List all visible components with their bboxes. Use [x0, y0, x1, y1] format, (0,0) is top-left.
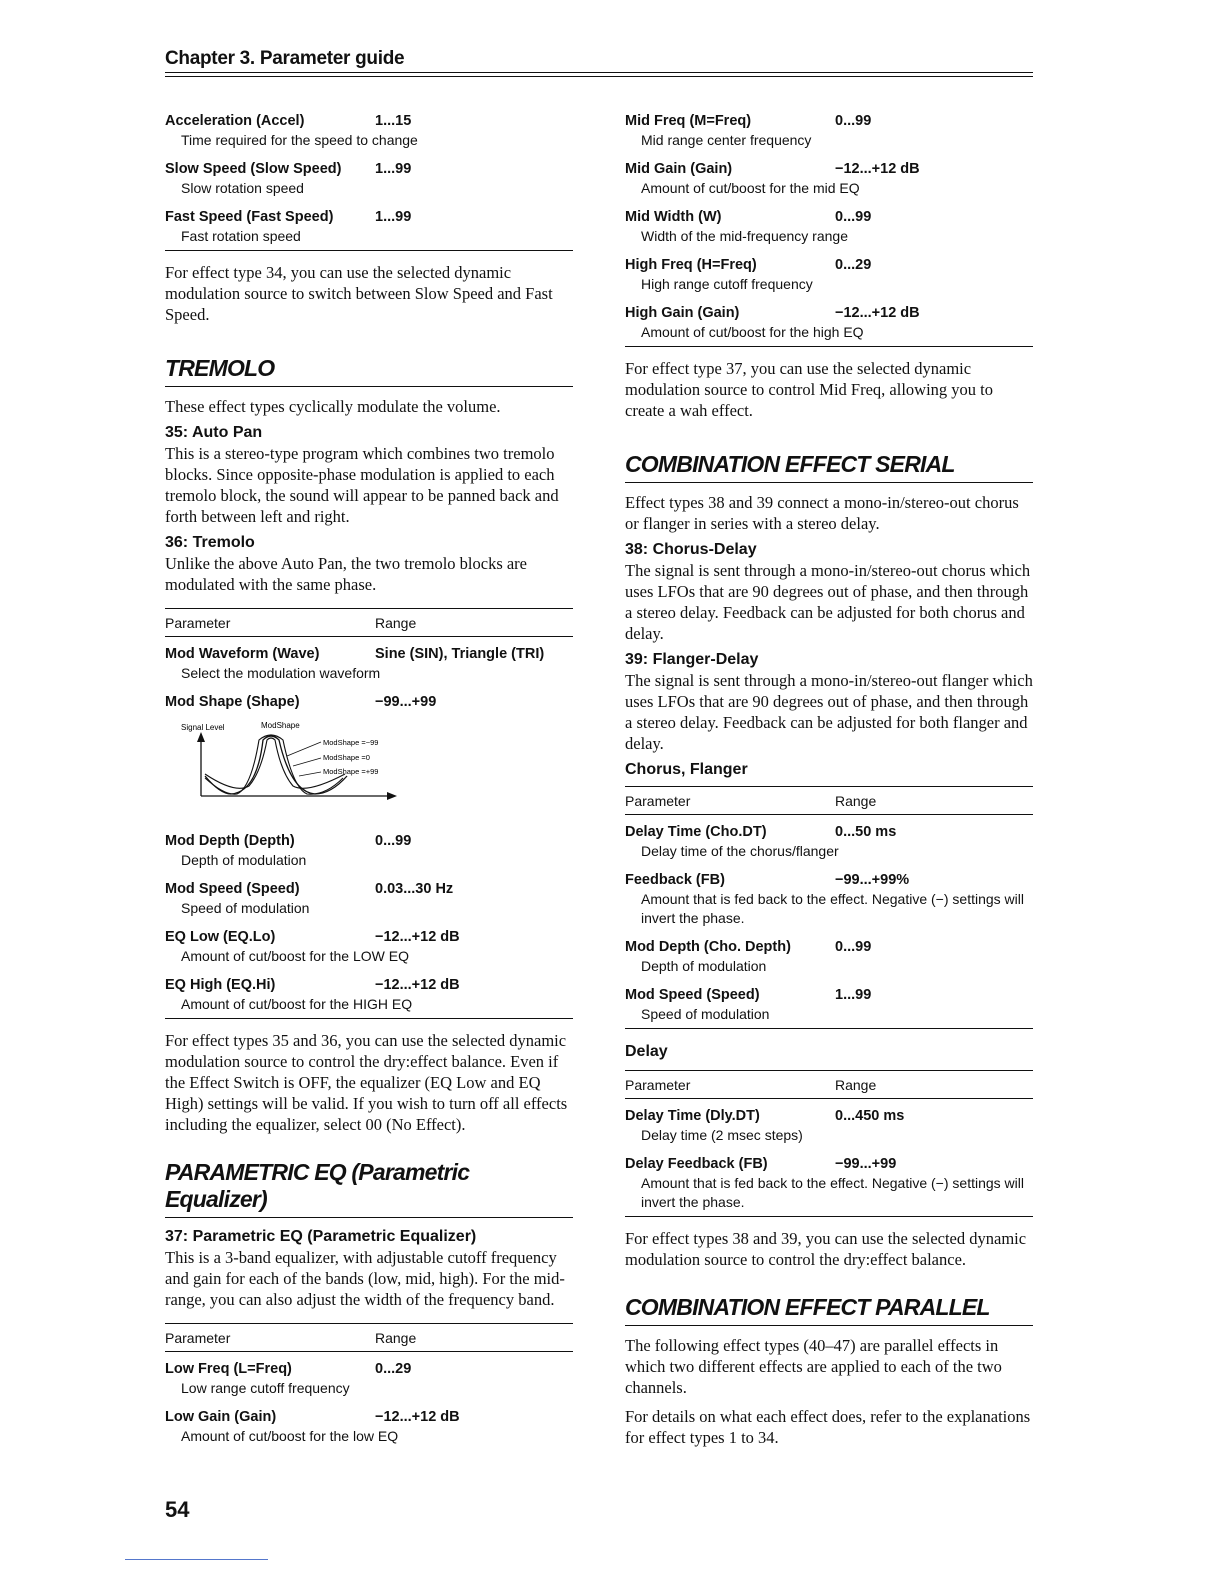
left-column [165, 112, 573, 1456]
param-name: Feedback (FB) [625, 872, 725, 888]
parallel-text-2: For details on what each effect does, refer to the explanations for effect types 1 to 34. [625, 1407, 1031, 1447]
table-header [165, 608, 573, 637]
param-range: −12...+12 dB [375, 977, 460, 993]
tremolo-params-b [165, 832, 573, 1014]
param-range: −99...+99 [375, 694, 437, 710]
param-item [625, 823, 1033, 861]
col-header-parameter: Parameter [625, 793, 691, 809]
param-desc: Speed of modulation [181, 900, 310, 916]
param-range: −12...+12 dB [375, 929, 460, 945]
table-end-rule [625, 346, 1033, 347]
param-range: 0.03...30 Hz [375, 881, 454, 897]
param-range: 0...99 [835, 209, 872, 225]
modshape-label: ModShape [261, 721, 300, 730]
param-range: 0...50 ms [835, 824, 897, 840]
param-item [625, 304, 1033, 342]
param-name: Mid Width (W) [625, 209, 722, 225]
col-header-range: Range [835, 793, 877, 809]
param-desc: Amount of cut/boost for the mid EQ [641, 180, 860, 196]
param-item [165, 208, 573, 246]
param-item [625, 112, 1033, 150]
modshape-figure [165, 716, 405, 826]
chapter-title: Chapter 3. Parameter guide [165, 48, 405, 69]
param-range: 1...15 [375, 113, 412, 129]
tremolo-text: Unlike the above Auto Pan, the two tremolo blocks are modulated with the same phase. [165, 554, 528, 594]
table-end-rule [165, 1018, 573, 1019]
param-item [625, 208, 1033, 246]
param-range: 1...99 [835, 987, 872, 1003]
leader-zero [293, 758, 321, 766]
y-axis-arrow [197, 732, 205, 742]
footer-rule [125, 1559, 268, 1560]
param-item [625, 986, 1033, 1024]
signal-level-label: Signal Level [181, 723, 225, 732]
col-header-parameter: Parameter [625, 1077, 691, 1093]
param-name: Acceleration (Accel) [165, 113, 305, 129]
param-item [165, 832, 573, 870]
chorus-delay-text: The signal is sent through a mono-in/stereo-out chorus which uses LFOs that are 90 degrees out of phase, and then through a stereo delay. Feedback can be adjusted for both chorus and delay. [625, 561, 1031, 643]
param-item [165, 645, 573, 683]
param-item [165, 880, 573, 918]
table-end-rule [625, 1216, 1033, 1217]
param-range: −12...+12 dB [835, 305, 920, 321]
param-desc: Amount that is fed back to the effect. Negative (−) settings will invert the phase. [641, 891, 1024, 926]
modshape-diagram [165, 716, 573, 826]
param-range: 0...99 [835, 113, 872, 129]
param-desc: High range cutoff frequency [641, 276, 813, 292]
param-desc: Depth of modulation [641, 958, 767, 974]
page-number: 54 [165, 1497, 190, 1522]
leader-neg [287, 742, 321, 756]
param-name: High Gain (Gain) [625, 305, 740, 321]
param-range: 1...99 [375, 209, 412, 225]
section-heading-parallel: COMBINATION EFFECT PARALLEL [625, 1294, 1033, 1326]
param-name: Mod Waveform (Wave) [165, 646, 320, 662]
param-range: Sine (SIN), Triangle (TRI) [375, 646, 545, 662]
col-header-range: Range [375, 615, 417, 631]
subheading-auto-pan: 35: Auto Pan [165, 424, 263, 441]
param-desc: Slow rotation speed [181, 180, 304, 196]
subheading-parametric-eq: 37: Parametric EQ (Parametric Equalizer) [165, 1228, 477, 1245]
param-item [625, 938, 1033, 976]
modshape-neg-label: ModShape =−99 [323, 738, 379, 747]
modshape-pos-label: ModShape =+99 [323, 767, 379, 776]
param-range: 0...29 [835, 257, 872, 273]
col-header-range: Range [375, 1330, 417, 1346]
serial-note: For effect types 38 and 39, you can use the selected dynamic modulation source to control the dry:effect balance. [625, 1229, 1027, 1269]
param-range: −99...+99% [835, 872, 910, 888]
serial-intro: Effect types 38 and 39 connect a mono-in/stereo-out chorus or flanger in series with a stereo delay. [625, 493, 1019, 533]
param-item [625, 256, 1033, 294]
x-axis-arrow [387, 792, 397, 800]
col-header-parameter: Parameter [165, 1330, 231, 1346]
param-range: 0...99 [375, 833, 412, 849]
param-name: Low Freq (L=Freq) [165, 1361, 292, 1377]
param-range: 0...99 [835, 939, 872, 955]
param-desc: Amount of cut/boost for the high EQ [641, 324, 864, 340]
flanger-delay-text: The signal is sent through a mono-in/stereo-out flanger which uses LFOs that are 90 degrees out of phase, and then through a stereo delay. Feedback can be adjusted for both flanger and delay. [625, 671, 1033, 753]
param-name: Mod Shape (Shape) [165, 694, 300, 710]
col-header-parameter: Parameter [165, 615, 231, 631]
subheading-flanger-delay: 39: Flanger-Delay [625, 651, 759, 668]
param-range: −12...+12 dB [375, 1409, 460, 1425]
parametric-eq-text: This is a 3-band equalizer, with adjustable cutoff frequency and gain for each of the bands (low, mid, high). For the mid-range, you can also adjust the width of the frequency band. [165, 1248, 565, 1309]
param-name: Fast Speed (Fast Speed) [165, 209, 334, 225]
table-header [165, 1323, 573, 1352]
param-desc: Delay time of the chorus/flanger [641, 843, 839, 859]
param-name: Mod Speed (Speed) [165, 881, 300, 897]
param-name: Slow Speed (Slow Speed) [165, 161, 342, 177]
param-item [625, 871, 1033, 928]
peq-params [625, 112, 1033, 342]
param-desc: Speed of modulation [641, 1006, 770, 1022]
section-heading-serial: COMBINATION EFFECT SERIAL [625, 451, 1033, 483]
param-name: Mod Depth (Depth) [165, 833, 295, 849]
param-range: −12...+12 dB [835, 161, 920, 177]
auto-pan-text: This is a stereo-type program which combines two tremolo blocks. Since opposite-phase modulation is applied to each tremolo block, the sound will appear to be panned back and forth between left and right. [165, 444, 559, 526]
param-name: Mid Freq (M=Freq) [625, 113, 752, 129]
param-name: EQ Low (EQ.Lo) [165, 929, 276, 945]
section-heading-tremolo: TREMOLO [165, 355, 573, 387]
table-end-rule [165, 250, 573, 251]
param-range: −99...+99 [835, 1156, 897, 1172]
subheading-tremolo: 36: Tremolo [165, 534, 255, 551]
leader-pos [299, 772, 321, 776]
header-rule [165, 72, 1033, 73]
param-desc: Low range cutoff frequency [181, 1380, 350, 1396]
param-name: EQ High (EQ.Hi) [165, 977, 276, 993]
param-name: Delay Time (Cho.DT) [625, 824, 767, 840]
param-name: Mid Gain (Gain) [625, 161, 733, 177]
table-header [625, 786, 1033, 815]
rotary-note: For effect type 34, you can use the selected dynamic modulation source to switch between Slow Speed and Fast Speed. [165, 263, 553, 324]
parallel-text-1: The following effect types (40–47) are parallel effects in which two different effects are applied to each of the two channels. [625, 1336, 1002, 1397]
param-item [165, 160, 573, 198]
param-range: 0...450 ms [835, 1108, 905, 1124]
param-name: Delay Time (Dly.DT) [625, 1108, 760, 1124]
subheading-chorus-delay: 38: Chorus-Delay [625, 541, 757, 558]
subheading-delay: Delay [625, 1043, 668, 1060]
param-item [165, 693, 573, 712]
param-item [625, 1155, 1033, 1212]
param-desc: Amount of cut/boost for the low EQ [181, 1428, 399, 1444]
tremolo-intro: These effect types cyclically modulate the volume. [165, 397, 501, 416]
param-desc: Mid range center frequency [641, 132, 812, 148]
right-column [625, 112, 1033, 1448]
param-range: 0...29 [375, 1361, 412, 1377]
param-item [625, 160, 1033, 198]
param-desc: Fast rotation speed [181, 228, 301, 244]
section-heading-parametric-eq: PARAMETRIC EQ (Parametric Equalizer) [165, 1159, 573, 1218]
table-header [625, 1070, 1033, 1099]
param-desc: Depth of modulation [181, 852, 307, 868]
header-rule-thin [165, 76, 1033, 77]
param-item [165, 928, 573, 966]
peq-note: For effect type 37, you can use the selected dynamic modulation source to control Mid Freq, allowing you to create a wah effect. [625, 359, 993, 420]
param-range: 1...99 [375, 161, 412, 177]
param-item [625, 1107, 1033, 1145]
col-header-range: Range [835, 1077, 877, 1093]
param-name: High Freq (H=Freq) [625, 257, 757, 273]
param-desc: Select the modulation waveform [181, 665, 381, 681]
param-item [165, 1360, 573, 1398]
param-item [165, 112, 573, 150]
param-desc: Delay time (2 msec steps) [641, 1127, 803, 1143]
rotary-params [165, 112, 573, 246]
tremolo-note: For effect types 35 and 36, you can use the selected dynamic modulation source to control the dry:effect balance. Even if the Effect Switch is OFF, the equalizer (EQ Low and EQ High) settings will be valid. If you wish to turn off all effects including the equalizer, select 00 (No Effect). [165, 1031, 568, 1134]
subheading-chorus-flanger: Chorus, Flanger [625, 761, 748, 778]
modshape-zero-label: ModShape =0 [323, 753, 370, 762]
param-item [165, 976, 573, 1014]
param-desc: Time required for the speed to change [181, 132, 418, 148]
param-desc: Amount of cut/boost for the LOW EQ [181, 948, 409, 964]
param-name: Delay Feedback (FB) [625, 1156, 768, 1172]
param-name: Low Gain (Gain) [165, 1409, 277, 1425]
param-desc: Amount that is fed back to the effect. Negative (−) settings will invert the phase. [641, 1175, 1024, 1210]
param-desc: Amount of cut/boost for the HIGH EQ [181, 996, 413, 1012]
param-name: Mod Speed (Speed) [625, 987, 760, 1003]
param-name: Mod Depth (Cho. Depth) [625, 939, 791, 955]
param-desc: Width of the mid-frequency range [641, 228, 848, 244]
param-item [165, 1408, 573, 1446]
table-end-rule [625, 1028, 1033, 1029]
